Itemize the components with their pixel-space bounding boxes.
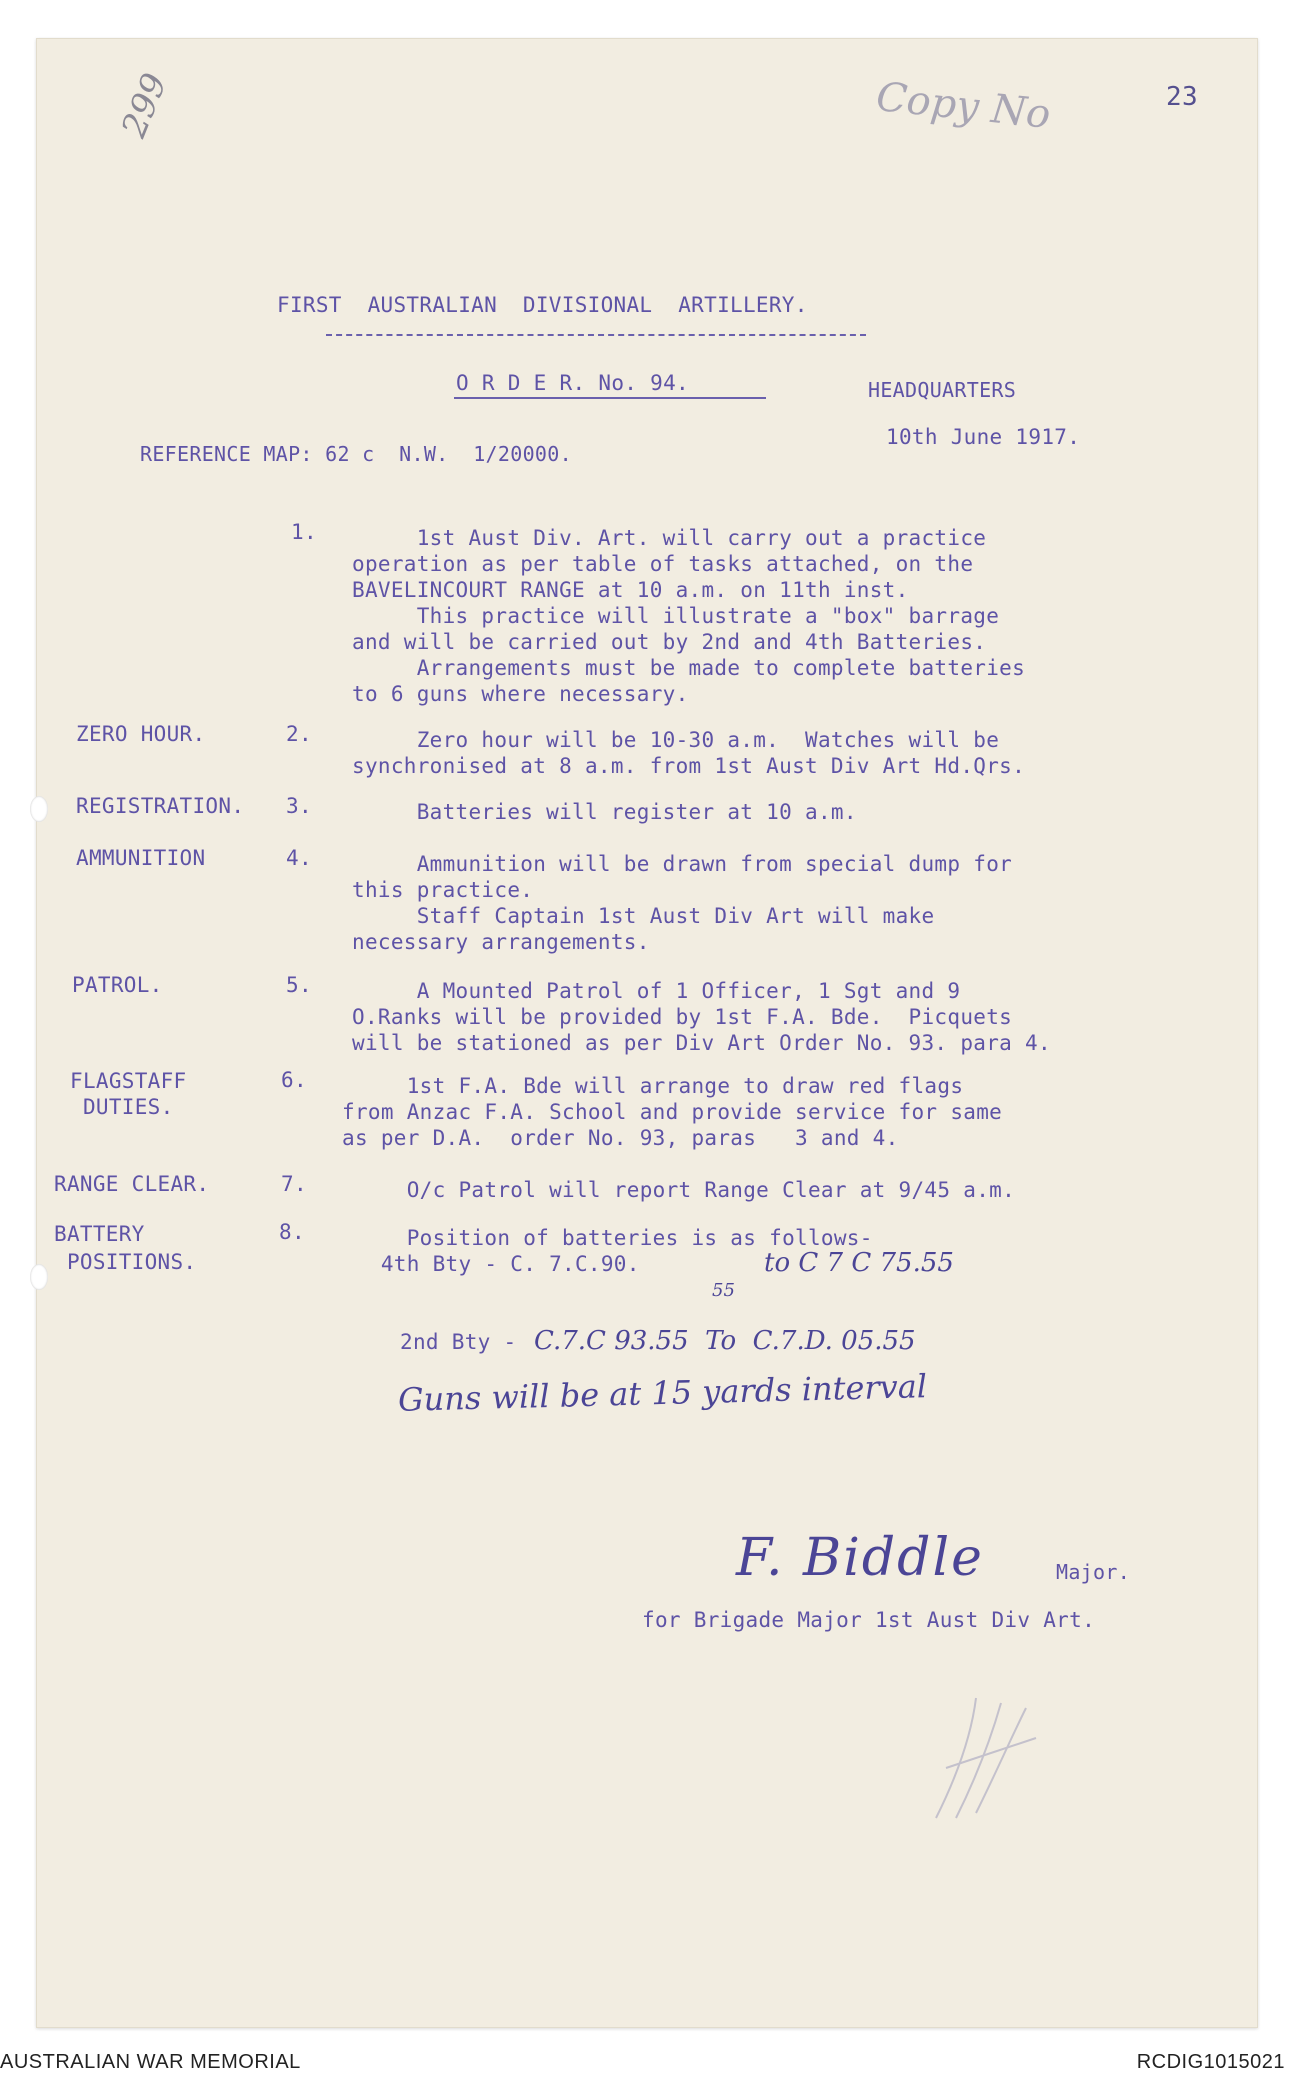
pencil-scribble-mark (916, 1678, 1056, 1828)
paragraph-3-label: REGISTRATION. (76, 794, 245, 818)
paragraph-2-number: 2. (286, 722, 312, 746)
paragraph-4-label: AMMUNITION (76, 846, 206, 870)
handwritten-bty4-suffix: to C 7 C 75.55 (764, 1248, 954, 1278)
paragraph-4-line-1: Ammunition will be drawn from special dump for (352, 852, 1013, 876)
footer-archive-label: AUSTRALIAN WAR MEMORIAL (0, 2051, 301, 2073)
page-number: 23 (1166, 82, 1198, 112)
paragraph-3-line-1: Batteries will register at 10 a.m. (352, 800, 857, 824)
signature-rank: Major. (1056, 1560, 1131, 1584)
paragraph-1-line-4: This practice will illustrate a "box" barrage (352, 604, 1000, 628)
copy-note: Copy No (874, 73, 1053, 139)
paragraph-6-number: 6. (281, 1068, 307, 1092)
paragraph-4-line-4: necessary arrangements. (352, 930, 650, 954)
reference-map: REFERENCE MAP: 62 c N.W. 1/20000. (140, 442, 572, 466)
paragraph-5-label: PATROL. (72, 973, 163, 997)
paragraph-1-line-6: Arrangements must be made to complete batteries (352, 656, 1026, 680)
paragraph-8-line-2: 4th Bty - C. 7.C.90. (342, 1252, 640, 1276)
paragraph-7-label: RANGE CLEAR. (54, 1172, 210, 1196)
folio-number-stamp: 299 (114, 67, 176, 143)
paragraph-7-line-1: O/c Patrol will report Range Clear at 9/45 a.m. (342, 1178, 1016, 1202)
paragraph-5-line-1: A Mounted Patrol of 1 Officer, 1 Sgt and 9 (352, 979, 961, 1003)
document-title: FIRST AUSTRALIAN DIVISIONAL ARTILLERY. (277, 293, 808, 317)
handwritten-bty2-text: C.7.C 93.55 To C.7.D. 05.55 (534, 1326, 916, 1356)
handwritten-signature: F. Biddle (736, 1528, 984, 1588)
paragraph-1-line-2: operation as per table of tasks attached, on the (352, 552, 974, 576)
handwritten-bty4-correction: 55 (712, 1280, 735, 1301)
paragraph-7-number: 7. (281, 1172, 307, 1196)
document-page (36, 38, 1258, 2028)
paragraph-2-line-2: synchronised at 8 a.m. from 1st Aust Div Art Hd.Qrs. (352, 754, 1026, 778)
handwritten-bty2-prefix: 2nd Bty - (400, 1330, 517, 1354)
paragraph-8-line-1: Position of batteries is as follows- (342, 1226, 873, 1250)
order-number: O R D E R. No. 94. (456, 371, 689, 395)
paragraph-4-number: 4. (286, 846, 312, 870)
order-date: 10th June 1917. (886, 425, 1081, 449)
order-underline (454, 397, 766, 399)
headquarters-label: HEADQUARTERS (868, 378, 1017, 402)
paragraph-6-label: FLAGSTAFF DUTIES. (70, 1069, 187, 1119)
title-underline (326, 334, 866, 336)
handwritten-guns-note: Guns will be at 15 yards interval (397, 1367, 928, 1419)
footer-record-id: RCDIG1015021 (1136, 2051, 1285, 2073)
paragraph-8-number: 8. (279, 1220, 305, 1244)
signature-for-line: for Brigade Major 1st Aust Div Art. (642, 1608, 1096, 1632)
paragraph-1-line-5: and will be carried out by 2nd and 4th Batteries. (352, 630, 987, 654)
punch-hole-top (30, 796, 48, 822)
paragraph-6-line-2: from Anzac F.A. School and provide service for same (342, 1100, 1003, 1124)
paragraph-4-line-2: this practice. (352, 878, 534, 902)
paragraph-5-line-2: O.Ranks will be provided by 1st F.A. Bde. Picquets (352, 1005, 1013, 1029)
paragraph-2-label: ZERO HOUR. (76, 722, 206, 746)
paragraph-1-number: 1. (291, 520, 317, 544)
paragraph-6-line-1: 1st F.A. Bde will arrange to draw red flags (342, 1074, 964, 1098)
paragraph-3-number: 3. (286, 794, 312, 818)
paragraph-1-line-3: BAVELINCOURT RANGE at 10 a.m. on 11th inst. (352, 578, 909, 602)
paragraph-5-line-3: will be stationed as per Div Art Order No. 93. para 4. (352, 1031, 1051, 1055)
paragraph-8-label: BATTERY POSITIONS. (54, 1222, 197, 1274)
paragraph-1-line-7: to 6 guns where necessary. (352, 682, 689, 706)
punch-hole-bottom (30, 1264, 48, 1290)
paragraph-1-line-1: 1st Aust Div. Art. will carry out a practice (352, 526, 987, 550)
paragraph-2-line-1: Zero hour will be 10-30 a.m. Watches will be (352, 728, 1000, 752)
paragraph-5-number: 5. (286, 973, 312, 997)
paragraph-4-line-3: Staff Captain 1st Aust Div Art will make (352, 904, 935, 928)
paragraph-6-line-3: as per D.A. order No. 93, paras 3 and 4. (342, 1126, 899, 1150)
